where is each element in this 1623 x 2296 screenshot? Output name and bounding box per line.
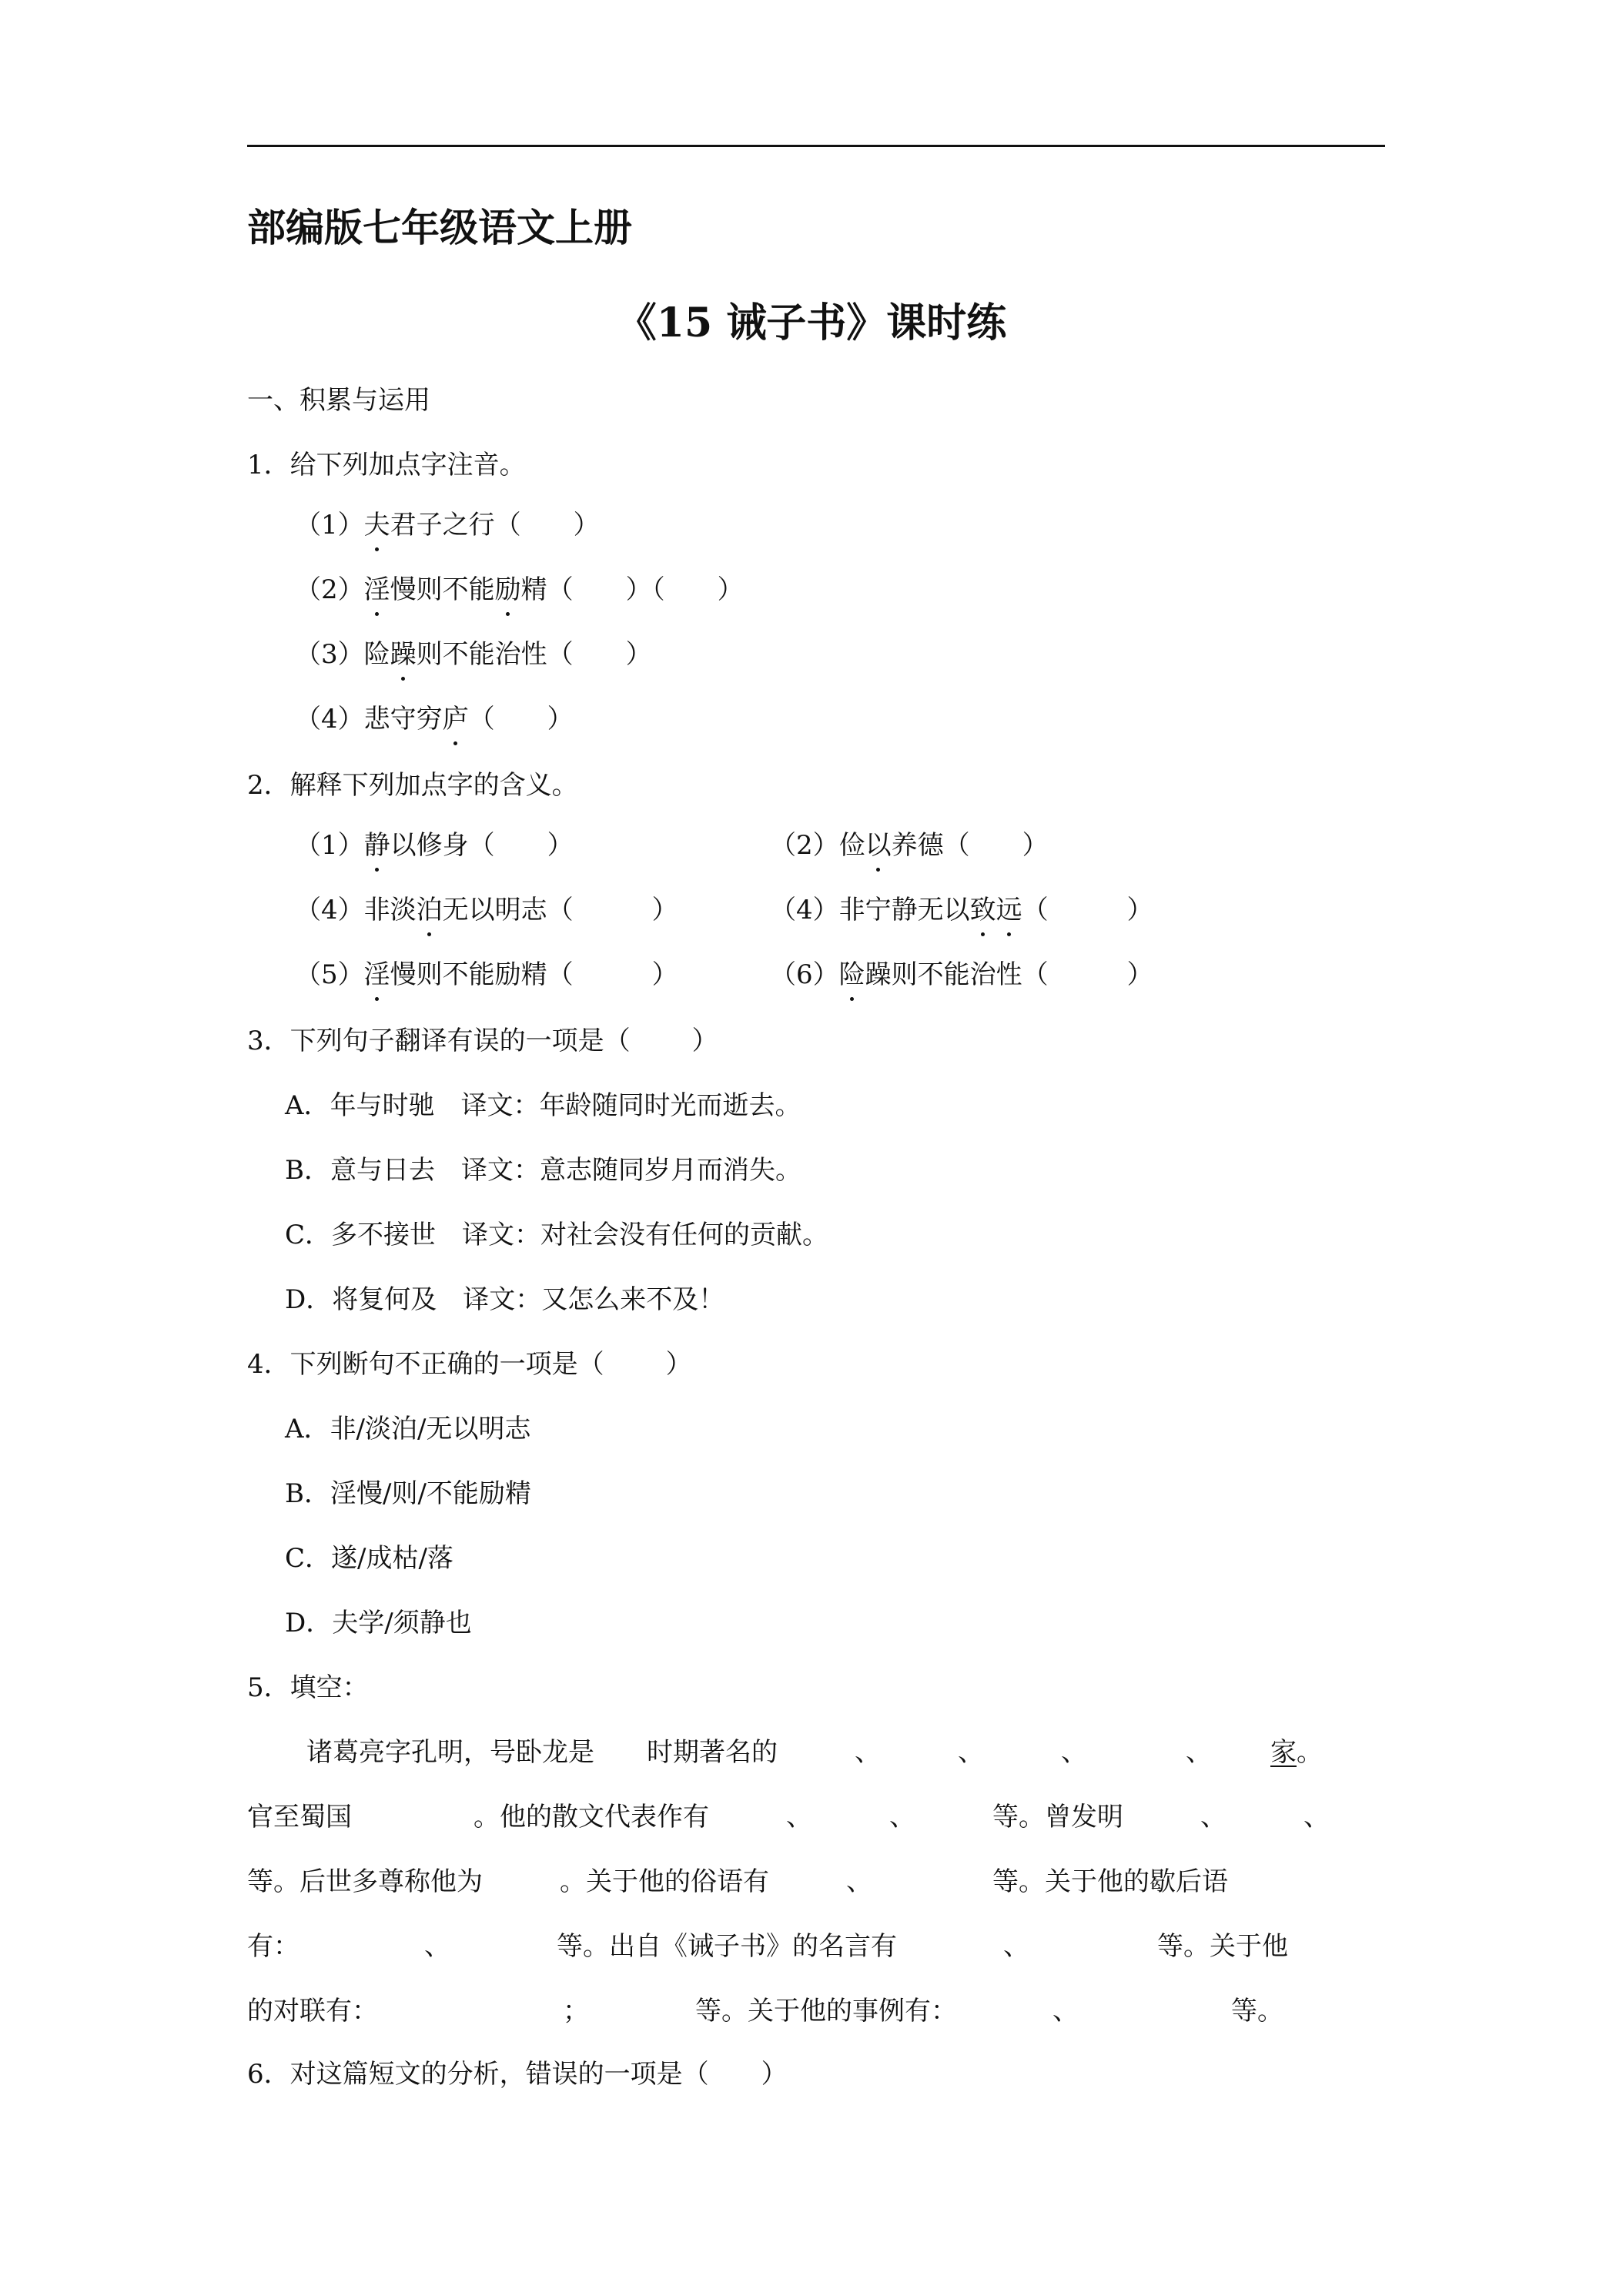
q4-option-c: C．遂/成枯/落 <box>285 1543 453 1574</box>
q3-option-d: D．将复何及 译文：又怎么来不及！ <box>285 1284 725 1315</box>
dotted-char: 以 <box>865 830 892 861</box>
q5-paragraph-line-2: 官至蜀国 。他的散文代表作有 、 、 等。曾发明 、 、 <box>247 1802 1330 1832</box>
question-6-stem: 6．对这篇短文的分析，错误的一项是（ ） <box>247 2059 788 2090</box>
dotted-char: 淫 <box>363 574 390 605</box>
q2-item-4: （4）非宁静无以致远（ ） <box>770 895 1153 925</box>
question-2-stem: 2．解释下列加点字的含义。 <box>247 770 578 801</box>
q2-item-5: （5）淫慢则不能励精（ ） <box>295 959 678 990</box>
dotted-char: 庐 <box>442 704 469 735</box>
dotted-char: 淫 <box>363 959 390 990</box>
question-4-stem: 4．下列断句不正确的一项是（ ） <box>247 1349 692 1380</box>
header-rule <box>247 145 1385 147</box>
q3-option-c: C．多不接世 译文：对社会没有任何的贡献。 <box>285 1220 829 1250</box>
q4-option-a: A．非/淡泊/无以明志 <box>285 1414 531 1444</box>
q3-option-b: B．意与日去 译文：意志随同岁月而消失。 <box>285 1155 801 1186</box>
q5-paragraph-line-4: 有： 、 等。出自《诫子书》的名言有 、 等。关于他 <box>247 1931 1288 1962</box>
doc-title: 部编版七年级语文上册 <box>247 205 632 250</box>
dotted-char: 致 <box>969 895 996 925</box>
dotted-char: 险 <box>838 959 865 990</box>
q1-item-1: （1）夫君子之行（ ） <box>295 510 600 541</box>
q1-item-2: （2）淫慢则不能励精（ ）（ ） <box>295 574 744 605</box>
q2-item-2: （2）俭以养德（ ） <box>770 830 1049 861</box>
dotted-char: 励 <box>494 574 521 605</box>
dotted-char: 躁 <box>390 639 417 670</box>
q3-option-a: A．年与时驰 译文：年龄随同时光而逝去。 <box>285 1090 801 1121</box>
q1-item-4: （4）悲守穷庐（ ） <box>295 704 574 735</box>
question-5-stem: 5．填空： <box>247 1672 369 1703</box>
q4-option-b: B．淫慢/则/不能励精 <box>285 1478 531 1509</box>
question-1-stem: 1．给下列加点字注音。 <box>247 450 526 480</box>
dotted-char: 远 <box>996 895 1022 925</box>
lesson-title: 《15 诫子书》课时练 <box>616 300 1007 346</box>
dotted-char: 夫 <box>363 510 390 541</box>
q4-option-d: D．夫学/须静也 <box>285 1608 472 1638</box>
section-heading: 一、积累与运用 <box>247 385 430 416</box>
q2-item-6: （6）险躁则不能治性（ ） <box>770 959 1153 990</box>
q2-item-1: （1）静以修身（ ） <box>295 830 574 861</box>
q5-paragraph-line-3: 等。后世多尊称他为 。关于他的俗语有 、 等。关于他的歇后语 <box>247 1866 1228 1897</box>
dotted-char: 静 <box>363 830 390 861</box>
question-3-stem: 3．下列句子翻译有误的一项是（ ） <box>247 1026 718 1056</box>
q5-paragraph-line-5: 的对联有： ； 等。关于他的事例有： 、 等。 <box>247 1996 1283 2027</box>
q5-paragraph-line-1: 诸葛亮字孔明，号卧龙是 时期著名的 、 、 、 、 家。 <box>306 1737 1323 1768</box>
q1-item-3: （3）险躁则不能治性（ ） <box>295 639 652 670</box>
q2-item-3: （4）非淡泊无以明志（ ） <box>295 895 678 925</box>
dotted-char: 泊 <box>416 895 443 925</box>
